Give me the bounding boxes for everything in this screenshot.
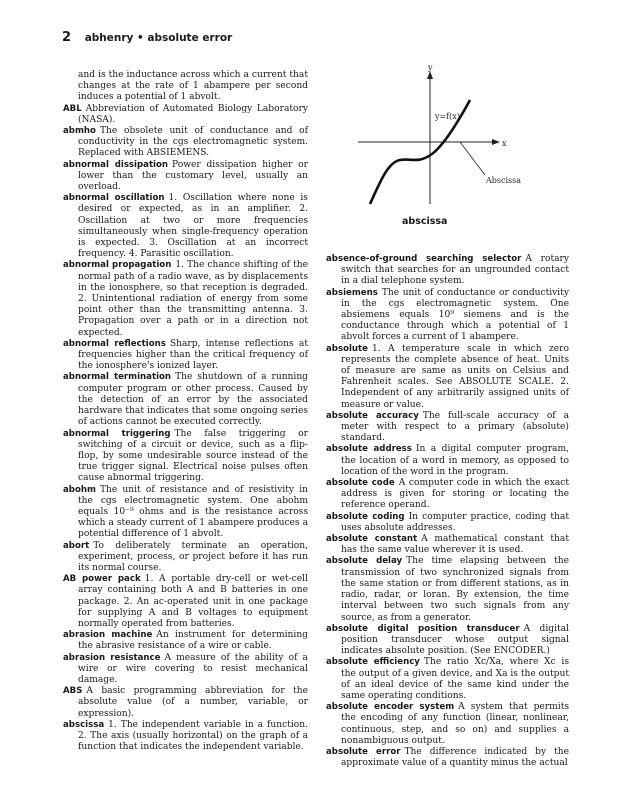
dictionary-entry [326, 747, 569, 769]
entry-definition: 1. The chance shifting of the normal path of a radio wave, as by displacements in the ionosphere, so that reception is degraded. 2. Unintentional radiation of energy from some point other than the transmitting antenna. 3. Propagation over a path or in a direction not expected. [78, 260, 308, 338]
entry-definition: To deliberately terminate an operation, experiment, process, or project before it has run its normal course. [78, 540, 308, 573]
dictionary-entry [326, 512, 569, 534]
entry-definition: Abbreviation of Automated Biology Laboratory (NASA). [78, 103, 308, 125]
dictionary-entry [63, 104, 308, 126]
entry-term: absolute address [326, 444, 412, 455]
dictionary-entry [326, 444, 569, 478]
entry-term: abohm [63, 484, 96, 495]
entry-definition: A digital position transducer whose output signal indicates absolute position. (See ENCODER.) [341, 623, 570, 657]
callout-line [460, 142, 485, 175]
entry-definition: The ratio Xc/Xa, where Xc is the output of a given device, and Xa is the output of an ideal device of the same kind under the same operating conditions. [341, 657, 569, 701]
entry-definition: In computer practice, coding that uses absolute addresses. [341, 511, 570, 533]
entry-definition: The shutdown of a running computer program or other process. Caused by the detection of an error by the associated hardware that indicates that some ongoing series of actions cannot be executed correctly. [78, 372, 308, 428]
entry-term: absiemens [326, 287, 378, 298]
dictionary-entry [326, 411, 569, 445]
entry-term: AB power pack [63, 574, 141, 585]
dictionary-entry [326, 702, 569, 747]
entry-definition: The difference indicated by the approximate value of a quantity minus the actual [341, 746, 569, 769]
entry-term: ABS [63, 686, 83, 697]
dictionary-entry [326, 657, 569, 702]
dictionary-entry [326, 556, 569, 623]
dictionary-entry [326, 478, 569, 512]
dictionary-entry [326, 288, 569, 344]
dictionary-entry [63, 574, 308, 630]
entry-definition: 1. A temperature scale in which zero represents the complete absence of heat. Units of measure are same as units on Celsius and Fahrenheit scales. See ABSOLUTE SCALE. 2. Independent of any arbitrarily assigned units of measure or value. [341, 343, 569, 410]
y-axis-arrow [427, 71, 433, 79]
entry-definition: A basic programming abbreviation for the absolute value (of a number, variable, or expression). [78, 686, 308, 719]
entry-definition: In a digital computer program, the location of a word in memory, as opposed to location of the word in the program. [341, 444, 569, 477]
entry-term: absence-of-ground searching selector [326, 254, 522, 264]
entry-definition: The full-scale accuracy of a meter with respect to a primary (absolute) standard. [341, 410, 569, 444]
running-title: abhenry • absolute error [84, 32, 233, 44]
dictionary-entry [326, 254, 569, 288]
dictionary-entry [326, 344, 569, 411]
entry-definition: A rotary switch that searches for an ungrounded contact in a dial telephone system. [341, 254, 570, 287]
entry-definition: A system that permits the encoding of any function (linear, nonlinear, continuous, step, and so on) and supplies a nonambiguous output. [341, 702, 570, 746]
dictionary-entry [63, 260, 308, 338]
entry-term: abnormal reflections [63, 338, 166, 349]
entry-definition: 1. The independent variable in a function. 2. The axis (usually horizontal) on the graph of a function that indicates the independent variable. [78, 719, 308, 753]
entry-term: absolute [326, 343, 368, 354]
y-axis-label: y [428, 63, 433, 72]
abscissa-graph [340, 62, 540, 212]
entry-term: abort [63, 540, 90, 551]
entry-term: absolute code [326, 478, 395, 489]
dictionary-entry [63, 630, 308, 652]
entry-definition: Sharp, intense reflections at frequencies higher than the critical frequency of the ionosphere's ionized layer. [78, 338, 308, 372]
left-column [63, 70, 308, 753]
entry-definition: The unit of conductance or conductivity in the cgs electromagnetic system. One absiemens equals 10⁹ siemens and is the conductance through which a potential of 1 abvolt forces a current of 1 abampere. [341, 287, 569, 343]
entry-definition: 1. A portable dry-cell or wet-cell array containing both A and B batteries in one package. 2. An ac-operated unit in one package for supplying A and B voltages to equipment normally operated from batteries. [78, 574, 308, 629]
running-header [62, 30, 232, 45]
entry-definition: and is the inductance across which a current that changes at the rate of 1 abampere per second induces a potential of 1 abvolt. [78, 70, 308, 103]
dictionary-entry [63, 485, 308, 541]
entry-term: abnormal triggering [63, 428, 171, 439]
dictionary-entry [63, 126, 308, 160]
entry-definition: The obsolete unit of conductance and of conductivity in the cgs electromagnetic system. Replaced with ABSIEMENS. [78, 126, 308, 159]
entry-term: absolute digital position transducer [326, 623, 520, 634]
dictionary-entry [63, 70, 308, 104]
entry-definition: A measure of the ability of a wire or wire covering to resist mechanical damage. [78, 652, 308, 685]
entry-term: abscissa [63, 719, 105, 730]
entry-definition: Power dissipation higher or lower than the customary level, usually an overload. [78, 159, 309, 193]
entry-term: ABL [63, 103, 82, 114]
right-column [326, 254, 569, 769]
entry-term: abrasion resistance [63, 652, 161, 663]
entry-term: abnormal dissipation [63, 159, 169, 170]
dictionary-entry [63, 653, 308, 687]
entry-definition: A computer code in which the exact address is given for storing or locating the reference operand. [341, 478, 569, 511]
dictionary-entry [326, 534, 569, 556]
dictionary-entry [63, 339, 308, 373]
entry-term: absolute coding [326, 511, 405, 522]
dictionary-entry [63, 193, 308, 260]
entry-definition: The unit of resistance and of resistivity in the cgs electromagnetic system. One abohm equals 10⁻⁹ ohms and is the resistance across which a steady current of 1 abampere produces a potential difference of 1 abvolt. [78, 484, 308, 540]
dictionary-entry [63, 720, 308, 754]
entry-term: absolute error [326, 746, 401, 757]
entry-definition: 1. Oscillation where none is desired or expected, as in an amplifier. 2. Oscillation at two or more frequencies simultaneously when single-frequency operation is expected. 3. Oscillation at an incorrect frequency. 4. Parasitic oscillation. [78, 193, 308, 260]
entry-term: absolute encoder system [326, 702, 455, 713]
entry-term: absolute efficiency [326, 657, 420, 668]
dictionary-entry [63, 372, 308, 428]
entry-term: absolute constant [326, 534, 418, 545]
function-label: y=f(x) [435, 112, 460, 121]
abscissa-figure [340, 62, 540, 237]
dictionary-entry [63, 686, 308, 720]
dictionary-entry [63, 541, 308, 575]
entry-definition: The time elapsing between the transmission of two synchronized signals from the same station or from different stations, as in radio, radar, or loran. By extension, the time interval between two such signals from any source, as from a generator. [341, 556, 570, 623]
entry-definition: The false triggering or switching of a circuit or device, such as a flip-flop, by some undesirable source instead of the true trigger signal. Electrical noise pulses often cause abnormal triggering. [78, 428, 308, 484]
entry-term: abmho [63, 126, 96, 137]
dictionary-entry [63, 429, 308, 485]
entry-term: abnormal termination [63, 372, 172, 383]
callout-label: Abscissa [486, 176, 522, 185]
x-axis-arrow [492, 139, 500, 145]
figure-caption: abscissa [402, 216, 448, 227]
page-number: 2 [62, 30, 72, 45]
dictionary-entry [326, 624, 569, 658]
x-axis-label: x [502, 139, 507, 148]
entry-definition: An instrument for determining the abrasive resistance of a wire or cable. [78, 630, 308, 652]
entry-definition: A mathematical constant that has the same value wherever it is used. [341, 534, 569, 556]
entry-term: absolute accuracy [326, 410, 419, 421]
entry-term: abnormal propagation [63, 260, 172, 271]
entry-term: absolute delay [326, 556, 403, 567]
entry-term: abrasion machine [63, 630, 153, 641]
dictionary-entry [63, 160, 308, 194]
entry-term: abnormal oscillation [63, 193, 165, 204]
